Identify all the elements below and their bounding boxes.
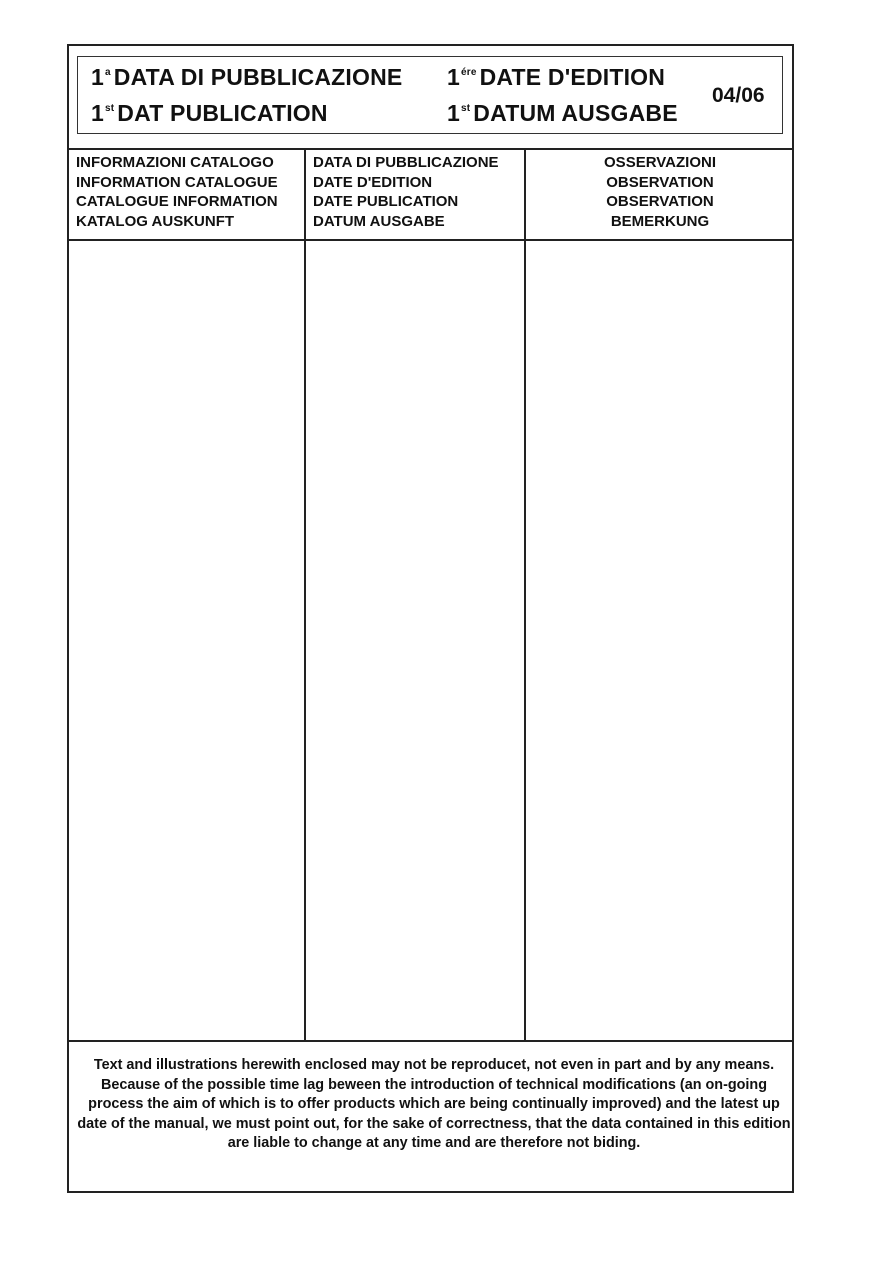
- edition-code: 04/06: [712, 84, 765, 107]
- reproduction-notice: Text and illustrations herewith enclosed may not be reproducet, not even in part and by any means.: [93, 1057, 775, 1073]
- title-italian: 1$^a$ DATA DI PUBBLICAZIONE: [91, 64, 403, 90]
- modification-disclaimer: Because of the possible time lag beween the introduction of technical modifications (an on-going process the aim of which is to offer products which are being continually improved) and the latest up date of the manual, we must point out, for the sake of correctness, that the data contained in this edition are liable to change at any time and are therefore not biding.: [77, 1076, 791, 1151]
- footer-disclaimer: [76, 1056, 792, 1154]
- table-body: [68, 241, 794, 1040]
- column-header-observation: OSSERVAZIONI OBSERVATION OBSERVATION BEMERKUNG: [604, 154, 716, 230]
- title-english: 1st DAT PUBLICATION: [91, 100, 328, 126]
- table-top-rule: [68, 148, 794, 150]
- table-bottom-rule: [68, 1040, 794, 1042]
- title-french: $1^{ére}$ DATE D'EDITION: [447, 64, 666, 90]
- title-german: 1st DATUM AUSGABE: [447, 100, 678, 126]
- column-header-catalogue-information: INFORMAZIONI CATALOGO INFORMATION CATALOGUE CATALOGUE INFORMATION KATALOG AUSKUNFT: [76, 154, 278, 230]
- column-header-publication-date: DATA DI PUBBLICAZIONE DATE D'EDITION DATE PUBLICATION DATUM AUSGABE: [313, 154, 499, 230]
